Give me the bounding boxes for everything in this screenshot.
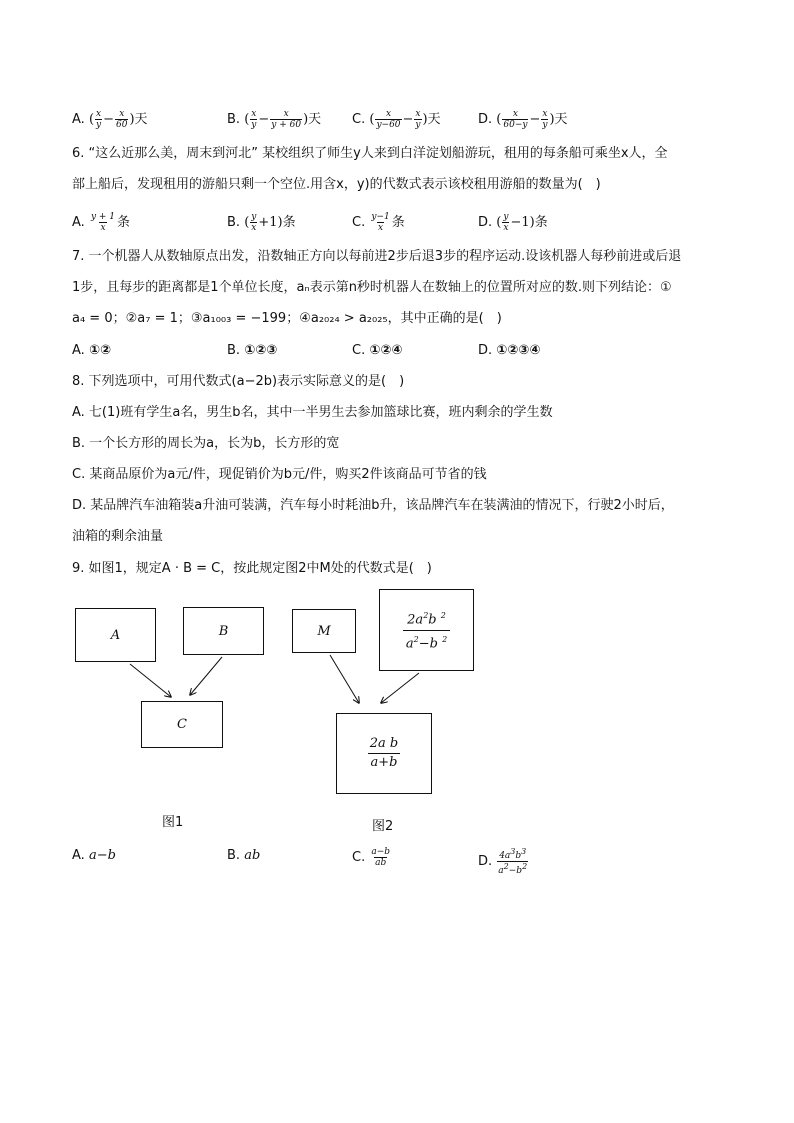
q9-stem: 9. 如图1，规定A · B = C，按此规定图2中M处的代数式是( )	[72, 561, 432, 576]
q9-option-d: D. $\frac{4a^3b^3}{a^2-b^2}$	[478, 847, 528, 876]
fig2-arrow-m	[330, 655, 359, 703]
q6-option-d: D. ( $\frac{y}{x}$ −1) 条	[478, 212, 548, 233]
fig1-box-a: A	[75, 608, 156, 662]
q8-option-d-line2: 油箱的剩余油量	[72, 529, 164, 544]
q9-option-a: A. a−b	[72, 848, 116, 863]
q7-stem-line3: a₄ = 0；②a₇ = 1；③a₁₀₀₃ = −199；④a₂₀₂₄ > a₂₀₂₅，其中正确的是( )	[72, 311, 502, 326]
q7-option-a: A. ①②	[72, 343, 111, 358]
q5-option-a: A. ( $\frac{x}{y}$ − $\frac{x}{60}$ ) 天	[72, 109, 148, 130]
q5-option-b: B. ( $\frac{x}{y}$ − $\frac{x}{y + 60}$ ) 天	[227, 109, 322, 130]
q6-option-c: C. $\frac{y-1}{x}$ 条	[352, 212, 405, 233]
fig2-arrow-given	[381, 673, 419, 703]
fig1-caption: 图1	[162, 815, 184, 830]
q9-option-c: C. $\frac{a-b}{ab}$	[352, 847, 391, 868]
q7-stem-line1: 7. 一个机器人从数轴原点出发，沿数轴正方向以每前进2步后退3步的程序运动.设该机器人每秒前进或后退	[72, 249, 682, 264]
q8-option-c: C. 某商品原价为a元/件，现促销价为b元/件，购买2件该商品可节省的钱	[72, 467, 487, 482]
q5-option-c: C. ( $\frac{x}{y-60}$ − $\frac{x}{y}$ ) 天	[352, 109, 441, 130]
q7-option-b: B. ①②③	[227, 343, 278, 358]
fig1-arrow-b	[190, 657, 222, 695]
q8-option-b: B. 一个长方形的周长为a，长为b，长方形的宽	[72, 436, 340, 451]
q7-option-c: C. ①②④	[352, 343, 403, 358]
q8-stem: 8. 下列选项中，可用代数式(a−2b)表示实际意义的是( )	[72, 374, 405, 389]
fig2-box-m: M	[292, 609, 356, 653]
q6-stem-line1: 6. “这么近那么美，周末到河北” 某校组织了师生y人来到白洋淀划船游玩，租用的每条船可乘坐x人，全	[72, 146, 668, 161]
fig2-caption: 图2	[372, 819, 394, 834]
q9-option-b: B. ab	[227, 848, 261, 863]
q8-option-a: A. 七(1)班有学生a名，男生b名，其中一半男生去参加篮球比赛，班内剩余的学生数	[72, 405, 553, 420]
q8-option-d-line1: D. 某品牌汽车油箱装a升油可装满，汽车每小时耗油b升，该品牌汽车在装满油的情况下，行驶2小时后，	[72, 498, 674, 513]
q6-option-b: B. ( $\frac{y}{x}$ +1) 条	[227, 212, 296, 233]
q5-option-d: D. ( $\frac{x}{60-y}$ − $\frac{x}{y}$ ) 天	[478, 109, 568, 130]
q7-option-d: D. ①②③④	[478, 343, 541, 358]
fig2-given-fraction: $\frac{2a^2b ^2}{a^2-b ^2}$	[403, 607, 450, 653]
q6-option-a: A. $\frac{y + 1}{x}$ 条	[72, 212, 131, 233]
q6-stem-line2: 部上船后，发现租用的游船只剩一个空位.用含x，y)的代数式表示该校租用游船的数量为( )	[72, 177, 601, 192]
fig1-arrow-a	[130, 664, 171, 697]
q7-stem-line2: 1步，且每步的距离都是1个单位长度，aₙ表示第n秒时机器人在数轴上的位置所对应的数.则下列结论：①	[72, 280, 672, 295]
fig2-result-fraction: $\frac{\text{2a b}}{a+b}$	[367, 735, 401, 772]
fig1-box-b: B	[183, 607, 264, 655]
fig1-box-c: C	[141, 701, 223, 748]
